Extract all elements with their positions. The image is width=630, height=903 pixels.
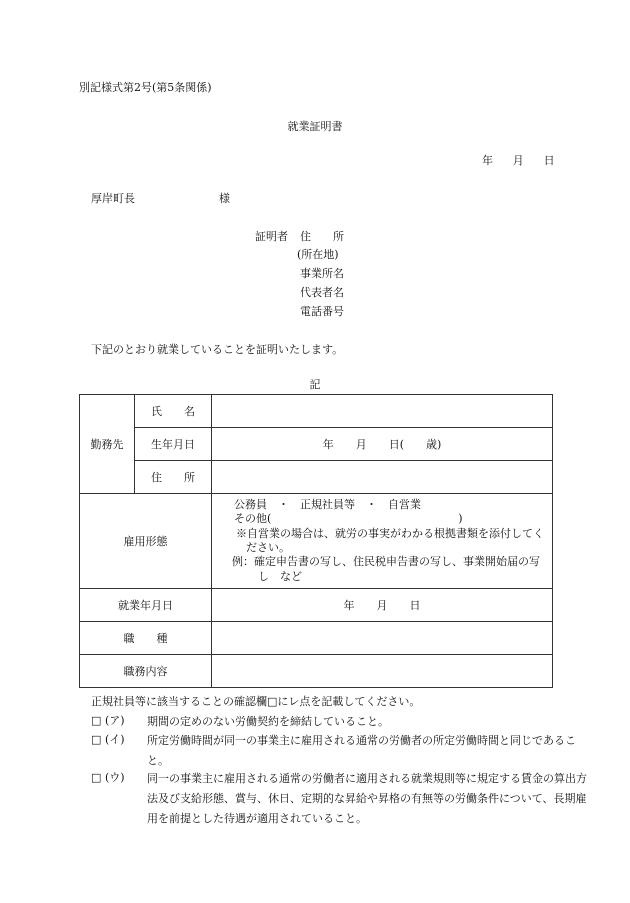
row-start-date (80, 589, 553, 622)
row-employment-type (80, 494, 553, 589)
notes-intro: 正規社員等に該当することの確認欄□にレ点を記載してください。 (91, 695, 421, 708)
check-code-u: (ウ) (105, 771, 125, 784)
certifier-address-label: 住 所 (300, 230, 344, 243)
certifier-location-label: (所在地) (297, 248, 339, 261)
certifier-phone-label: 電話番号 (300, 305, 344, 318)
check-code-i: (イ) (105, 733, 125, 746)
employment-options: 公務員 ・ 正規社員等 ・ 自営業 (234, 498, 421, 512)
check-text-i: 所定労働時間が同一の事業主に雇用される通常の労働者の所定労働時間と同じであること。 (147, 734, 576, 767)
row-duties (80, 655, 553, 688)
checkbox-i[interactable]: □ (91, 733, 102, 746)
date-line: 年 月 日 (482, 154, 559, 167)
certification-statement: 下記のとおり就業していることを証明いたします。 (91, 343, 344, 356)
workplace-address-value-cell[interactable] (212, 461, 553, 494)
check-text-u: 同一の事業主に雇用される通常の労働者に適用される就業規則等に規定する賃金の算出方法及び支給形態、賞与、休日、定期的な昇給や昇格の有無等の労働条件について、長期雇用を前提とした待遇が適用されていること。 (147, 772, 587, 825)
duties-label: 職務内容 (80, 655, 212, 688)
document-title: 就業証明書 (287, 120, 343, 133)
row-occupation (80, 622, 553, 655)
start-date-value-cell[interactable]: 年 月 日 (212, 589, 553, 622)
addressee-honorific: 様 (219, 192, 230, 205)
row-workplace-address (80, 461, 553, 494)
duties-value-cell[interactable] (212, 655, 553, 688)
ki-mark: 記 (309, 378, 321, 391)
employment-example: 例：確定申告書の写し、住民税申告書の写し、事業開始届の写し など (232, 555, 540, 583)
check-text-a: 期間の定めのない労働契約を締結していること。 (147, 715, 389, 728)
form-number-label: 別記様式第2号(第5条関係) (79, 81, 212, 94)
workplace-address-label: 住 所 (135, 461, 212, 494)
check-code-a: (ア) (105, 714, 125, 727)
certificate-table (79, 394, 553, 688)
name-value-cell[interactable] (212, 395, 553, 428)
certifier-representative-label: 代表者名 (300, 286, 344, 299)
addressee-name: 厚岸町長 (91, 192, 135, 205)
employment-type-cell[interactable] (212, 494, 553, 589)
employment-type-label: 雇用形態 (80, 494, 212, 589)
row-name (80, 395, 553, 428)
start-date-label: 就業年月日 (80, 589, 212, 622)
workplace-label: 勤務先 (80, 395, 135, 494)
employment-other: その他( ) (234, 512, 463, 526)
birthdate-label: 生年月日 (135, 428, 212, 461)
certifier-office-label: 事業所名 (300, 267, 344, 280)
occupation-label: 職 種 (80, 622, 212, 655)
checkbox-u[interactable]: □ (91, 771, 102, 784)
row-birthdate (80, 428, 553, 461)
name-label: 氏 名 (135, 395, 212, 428)
occupation-value-cell[interactable] (212, 622, 553, 655)
birthdate-value-cell[interactable]: 年 月 日( 歳) (212, 428, 553, 461)
checkbox-a[interactable]: □ (91, 714, 102, 727)
employment-note: ※自営業の場合は、就労の事実がわかる根拠書類を添付してください。 (236, 526, 544, 554)
certifier-label: 証明者 (255, 230, 288, 243)
